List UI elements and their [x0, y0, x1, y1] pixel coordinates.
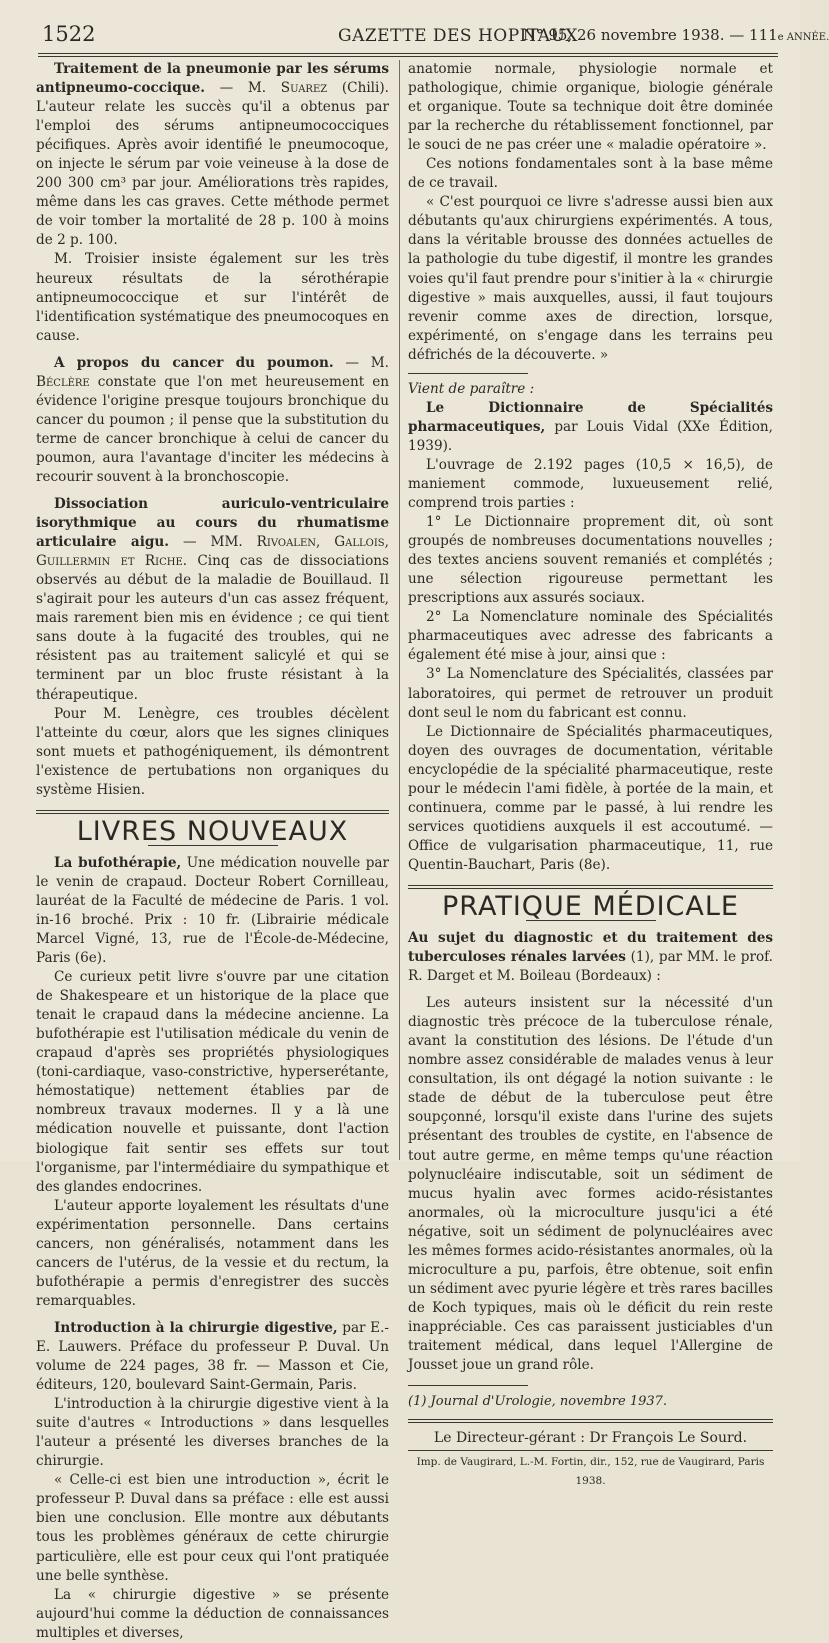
- paragraph: Ce curieux petit livre s'ouvre par une citation de Shakespeare et un historique de la place que tenait le crapaud dans la médecine ancienne. La bufothérapie est l'utilisation médicale du venin de crapaud d'après ses propriétés physiologiques (toni-cardiaque, vaso-constrictive, hyperserétante, hémostatique) nettement établies par de nombreux travaux modernes. Il y a là une médication nouvelle et puissante, dont l'action biologique fait sentir ses effets sur tout l'organisme, par l'intermédiaire du sympathique et des glandes endocrines.: [36, 969, 389, 1195]
- footer-rule: [408, 1419, 773, 1423]
- article-authors: (1), par MM. le prof. R. Darget et M. Boileau (Bordeaux) :: [408, 949, 773, 985]
- paragraph: L'ouvrage de 2.192 pages (10,5 × 16,5), de maniement commode, luxueusement relié, comprend trois parties :: [408, 456, 773, 512]
- paragraph: 1° Le Dictionnaire proprement dit, où sont groupés de nombreuses documentations nouvelles ; des textes anciens souvent remaniés et complétés ; une sélection rigoureuse permettant les prescriptions aux assurés sociaux.: [408, 514, 773, 607]
- article-heading: Traitement de la pneumonie par les sérums antipneumo-coccique.: [36, 61, 389, 97]
- page-header: [38, 18, 829, 52]
- paragraph: La « chirurgie digestive » se présente aujourd'hui comme la déduction de connaissances multiples et diverses,: [36, 1586, 389, 1641]
- section-rule: [36, 810, 389, 814]
- article-tuberculose: [408, 929, 773, 986]
- paragraph: « C'est pourquoi ce livre s'adresse aussi bien aux débutants qu'aux chirurgiens expérimentés. A tous, dans la véritable brousse des données actuelles de la pathologie du tube digestif, il montre les grandes voies qu'il faut prendre pour s'initier à la « chirurgie digestive » mais auxquelles, aussi, il faut toujours revenir comme axes de direction, lorsque, expérimenté, on s'engage dans les terrains peu défrichés de la découverte. »: [408, 194, 773, 363]
- footnote-rule: [408, 1385, 528, 1386]
- directeur-gerant: Le Directeur-gérant : Dr François Le Sourd.: [433, 1430, 748, 1447]
- announcement-label: Vient de paraître :: [408, 380, 535, 397]
- paragraph: Les auteurs insistent sur la nécessité d'un diagnostic très précoce de la tuberculose rénale, avant la constitution des lésions. De l'étude d'un nombre assez considérable de malades venus à leur consultation, ils ont dégagé la notion suivante : le stade de début de la tuberculose peut être soupçonné, lorsqu'il existe dans l'urine des sujets présentant des troubles de cystite, en l'absence de tout autre germe, en même temps qu'une réaction polynucléaire indiscutable, soit un sédiment de mucus hyalin avec formes acido-résistantes anormales, où la microculture jusqu'ici a été négative, soit un sédiment de polynucléaires avec les mêmes formes acido-résistantes anormales, où la microculture a pu, parfois, être obtenue, soit enfin un sédiment avec pyurie légère et très rares bacilles de Koch typiques, mais où le déficit du rein reste inappréciable. Ces cas paraissent justiciables d'un traitement médical, dans lequel l'Allergine de Jousset joue un grand rôle.: [408, 995, 773, 1374]
- article-heading: Au sujet du diagnostic et du traitement des tuberculoses rénales larvées: [408, 930, 773, 966]
- article-cancer-poumon: A propos du cancer du poumon. — M. Béclère constate que l'on met heureusement en évidence l'origine presque toujours bronchique du cancer du poumon ; il pense que la substitution du terme de cancer bronchique à celui de cancer du poumon, aura l'avantage d'inciter les médecins à recourir souvent à la bronchoscopie.: [36, 354, 389, 485]
- paragraph: « Celle-ci est bien une introduction », écrit le professeur P. Duval dans sa préface : elle est aussi bien une conclusion. Elle montre aux débutants tous les problèmes généraux de cette chirurgie particulière, elle est pour ceux qui l'ont pratiquée une belle synthèse.: [36, 1472, 389, 1584]
- imprint: Imp. de Vaugirard, L.-M. Fortin, dir., 152, rue de Vaugirard, Paris 1938.: [408, 1450, 773, 1491]
- footnote: (1) Journal d'Urologie, novembre 1937.: [408, 1394, 668, 1410]
- dictionnaire-entry: [408, 399, 773, 456]
- article-pneumonie: Traitement de la pneumonie par les sérums antipneumo-coccique. — M. Suarez (Chili). L'auteur relate les succès qu'il a obtenus par l'emploi des sérums antipneumococciques pécifiques. Après avoir identifié le pneumocoque, on injecte le sérum par voie veineuse à la dose de 200 300 cm³ par jour. Améliorations très rapides, même dans les cas graves. Cette méthode permet de voir tomber la mortalité de 28 p. 100 à moins de 2 p. 100.: [36, 61, 389, 249]
- entry-details: par Louis Vidal (XXe Édition, 1939).: [408, 418, 773, 454]
- issue-date: N° 95, 26 novembre 1938. — 111: [523, 26, 778, 44]
- article-body: (Chili). L'auteur relate les succès qu'il a obtenus par l'emploi des sérums antipneumococciques pécifiques. Après avoir identifié le pneumocoque, on injecte le sérum par voie veineuse à la dose de 200 300 cm³ par jour. Améliorations très rapides, même dans les cas graves. Cette méthode permet de voir tomber la mortalité de 28 p. 100 à moins de 2 p. 100.: [36, 80, 389, 249]
- section-title-pratique: PRATIQUE MÉDICALE: [442, 890, 739, 922]
- paragraph: 3° La Nomenclature des Spécialités, classées par laboratoires, qui permet de retrouver un produit dont seul le nom du fabricant est connu.: [408, 666, 773, 721]
- section-rule: [408, 885, 773, 889]
- issue-line: [523, 26, 829, 44]
- issue-year-suffix: e ANNÉE.: [777, 32, 829, 43]
- paragraph: M. Troisier insiste également sur les très heureux résultats de la sérothérapie antipneumococcique et sur l'intérêt de l'identification systématique des pneumocoques en cause.: [36, 251, 389, 344]
- paragraph: L'introduction à la chirurgie digestive vient à la suite d'autres « Introductions » dans lesquelles l'auteur a présenté les diverses branches de la chirurgie.: [36, 1396, 389, 1470]
- article-authors: MM. Rivoalen, Gallois, Guillermin et Riche.: [36, 534, 389, 570]
- book-details: Une médication nouvelle par le venin de crapaud. Docteur Robert Cornilleau, lauréat de la Faculté de médecine de Paris. 1 vol. in-16 broché. Prix : 10 fr. (Librairie médicale Marcel Vigné, 13, rue de l'École-de-Médecine, Paris (6e).: [36, 854, 389, 967]
- book-bufotherapie: [36, 854, 389, 968]
- entry-heading: Le Dictionnaire de Spécialités pharmaceutiques,: [408, 399, 773, 435]
- book-details: par E.-E. Lauwers. Préface du professeur P. Duval. Un volume de 224 pages, 38 fr. — Masson et Cie, éditeurs, 120, boulevard Saint-Germain, Paris.: [36, 1319, 389, 1394]
- article-body: constate que l'on met heureusement en évidence l'origine presque toujours bronchique du cancer du poumon ; il pense que la substitution du terme de cancer bronchique à celui de cancer du poumon, aura l'avantage d'inciter les médecins à recourir souvent à la bronchoscopie.: [36, 373, 389, 485]
- paragraph: anatomie normale, physiologie normale et pathologique, chimie organique, biologie générale et organique. Toute sa technique doit être dominée par la recherche du rétablissement fonctionnel, par le souci de ne pas créer une « maladie opératoire ».: [408, 61, 773, 154]
- book-heading: La bufothérapie,: [54, 854, 182, 871]
- article-author: M. Béclère: [36, 354, 389, 390]
- paragraph: 2° La Nomenclature nominale des Spécialités pharmaceutiques avec adresse des fabricants a également été mise à jour, ainsi que :: [408, 609, 773, 664]
- right-column: [408, 60, 773, 1488]
- book-chirurgie-digestive: [36, 1319, 389, 1395]
- article-author: M. Suarez: [247, 80, 328, 97]
- paragraph: Pour M. Lenègre, ces troubles décèlent l'atteinte du cœur, alors que les signes cliniques sont muets et pathogéniquement, ils démontrent l'existence de pertubations non organiques du système Hisien.: [36, 705, 389, 798]
- section-title-livres: LIVRES NOUVEAUX: [76, 815, 349, 847]
- short-rule: [408, 373, 528, 374]
- left-column: [36, 60, 389, 1641]
- article-dissociation: Dissociation auriculo-ventriculaire isorythmique au cours du rhumatisme articulaire aigu. — MM. Rivoalen, Gallois, Guillermin et Riche. Cinq cas de dissociations observés au début de la maladie de Bouillaud. Il s'agirait pour les auteurs d'un cas assez fréquent, mais rarement bien mis en évidence ; ce qui tient sans doute à la fugacité des troubles, qui ne résistent pas au traitement salicylé et qui se terminent par un bloc fruste résistant à la thérapeutique.: [36, 496, 389, 703]
- page-number: 1522: [42, 22, 96, 46]
- journal-title: GAZETTE DES HOPITAUX: [338, 26, 579, 46]
- book-heading: Introduction à la chirurgie digestive,: [54, 1319, 338, 1336]
- column-divider: [399, 60, 400, 1160]
- article-body: Cinq cas de dissociations observés au début de la maladie de Bouillaud. Il s'agirait pour les auteurs d'un cas assez fréquent, mais rarement bien mis en évidence ; ce qui tient sans doute à la fugacité des troubles, qui ne résistent pas au traitement salicylé et qui se terminent par un bloc fruste résistant à la thérapeutique.: [36, 553, 389, 703]
- paragraph: Ces notions fondamentales sont à la base même de ce travail.: [408, 156, 773, 192]
- paragraph: Le Dictionnaire de Spécialités pharmaceutiques, doyen des ouvrages de documentation, véritable encyclopédie de la spécialité pharmaceutique, reste pour le médecin l'ami fidèle, à portée de la main, et continuera, comme par le passé, à lui rendre les services quotidiens auxquels il est accoutumé. — Office de vulgarisation pharmaceutique, 11, rue Quentin-Bauchart, Paris (8e).: [408, 723, 773, 873]
- paragraph: L'auteur apporte loyalement les résultats d'une expérimentation personnelle. Dans certains cancers, non généralisés, notamment dans les cancers de l'utérus, de la vessie et du rectum, la bufothérapie a permis d'enregistrer des succès remarquables.: [36, 1197, 389, 1309]
- article-heading: A propos du cancer du poumon.: [54, 354, 334, 371]
- header-rule: [38, 53, 778, 57]
- article-heading: Dissociation auriculo-ventriculaire isorythmique au cours du rhumatisme articulaire aigu.: [36, 496, 389, 551]
